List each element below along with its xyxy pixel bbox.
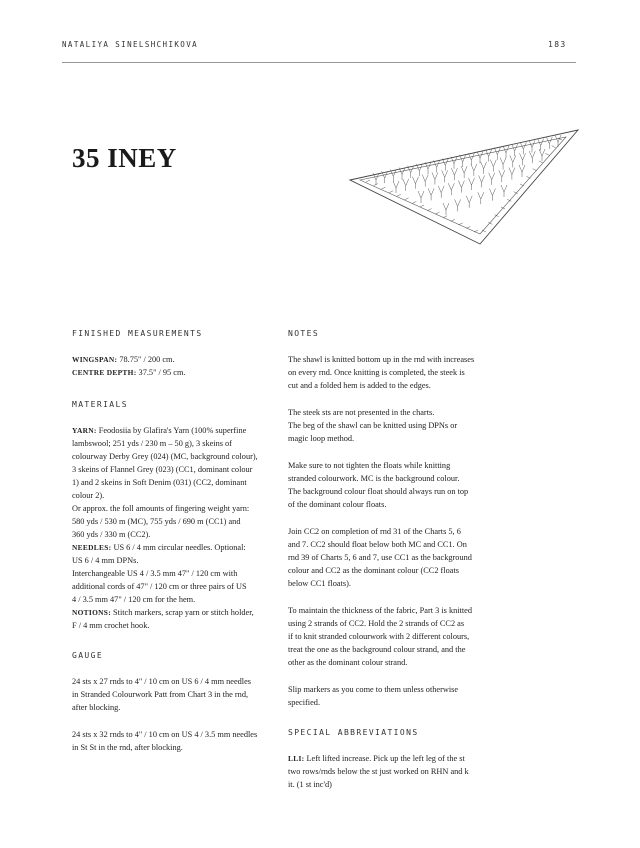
shawl-edge-stroke [381,187,385,189]
shawl-edge-stroke [397,194,401,196]
shawl-edge-stroke [459,223,463,225]
notes-line: Join CC2 on completion of rnd 31 of the Charts 5, 6 [288,527,461,536]
notes-line: The steek sts are not presented in the charts. [288,408,435,417]
needles-text: US 6 / 4 mm circular needles. Optional: [113,543,246,552]
notes-line: rnd 39 of Charts 5, 6 and 7, use CC1 as the background [288,553,472,562]
page-number: 183 [548,40,567,49]
shawl-edge-stroke [533,169,537,171]
notes-line: treat the one as the background colour strand, and the [288,645,466,654]
notes-line: of the dominant colour floats. [288,500,387,509]
gauge-heading: GAUGE [72,651,104,660]
lli-line: it. (1 st inc'd) [288,780,332,789]
notes-line: specified. [288,698,321,707]
gauge-line: in St St in the rnd, after blocking. [72,743,183,752]
shawl-motif-stroke [451,157,457,169]
shawl-edge-stroke [474,230,478,232]
lli-line-0 [288,752,510,765]
left-column [72,328,290,754]
shawl-motif-stroke [477,151,483,163]
shawl-motif-stroke [403,179,409,191]
shawl-motif-stroke [455,199,461,211]
needles-label: NEEDLES: [72,543,112,552]
lli-text: Left lifted increase. Pick up the left leg of the st [306,754,465,763]
shawl-edge-stroke [435,212,439,214]
shawl-motif-stroke [499,170,505,182]
shawl-motif-stroke [494,148,500,160]
shawl-motif-stroke [412,177,418,189]
shawl-motif-stroke [468,153,474,165]
notions-line: F / 4 mm crochet hook. [72,621,150,630]
notes-heading: NOTES [288,329,320,338]
right-column [288,328,510,791]
header-divider [62,62,576,63]
notes-line: and 7. CC2 should float below both MC and CC1. On [288,540,467,549]
notes-line: if to knit stranded colourwork with 2 different colours, [288,632,470,641]
needles-line: 4 / 3.5 mm 47" / 120 cm for the hem. [72,595,196,604]
pattern-number: 35 [72,143,100,173]
notes-line: other as the dominant colour strand. [288,658,408,667]
yarn-line: colourway Derby Grey (024) (MC, background colour), [72,452,258,461]
gauge-line: 24 sts x 27 rnds to 4" / 10 cm on US 6 / 4 mm needles [72,677,251,686]
shawl-motif-stroke [428,188,434,200]
shawl-motif-stroke [373,173,379,185]
shawl-motif-stroke [460,155,466,167]
shawl-edge-stroke [552,146,556,148]
lli-line: two rows/rnds below the st just worked on RHN and k [288,767,469,776]
notes-line: magic loop method. [288,434,355,443]
shawl-illustration [346,128,586,248]
shawl-motif-stroke [500,158,506,170]
shawl-motif-stroke [422,175,428,187]
shawl-edge-stroke [420,205,424,207]
finished-measurements-heading: FINISHED MEASUREMENTS [72,329,203,338]
wingspan-line [72,353,290,366]
shawl-motif-stroke [399,168,405,180]
shawl-edge-stroke [545,153,549,155]
shawl-motif-stroke [393,181,399,193]
shawl-edge-stroke [366,180,370,182]
notions-line-0 [72,606,290,619]
notes-line: below CC1 floats). [288,579,351,588]
shawl-motif-stroke [538,139,544,151]
shawl-edge-stroke [405,198,409,200]
shawl-motif-stroke [382,171,388,183]
yarn-line: 3 skeins of Flannel Grey (023) (CC1, dominant colour [72,465,253,474]
needles-line: US 6 / 4 mm DPNs. [72,556,139,565]
shawl-motif-stroke [519,165,525,177]
shawl-edge-stroke [374,184,378,186]
yarn-line: lambswool; 251 yds / 230 m – 50 g), 3 skeins of [72,439,232,448]
gauge-line: in Stranded Colourwork Patt from Chart 3 in the rnd, [72,690,249,699]
shawl-edge-stroke [412,201,416,203]
shawl-motif-stroke [555,135,561,147]
gauge-line: after blocking. [72,703,121,712]
shawl-motif-stroke [529,140,535,152]
wingspan-label: WINGSPAN: [72,355,118,364]
shawl-motif-stroke [418,191,424,203]
special-abbreviations-heading: SPECIAL ABBREVIATIONS [288,728,419,737]
notions-label: NOTIONS: [72,608,111,617]
shawl-motif-stroke [442,159,448,171]
shawl-motif-stroke [478,192,484,204]
notes-line: Make sure to not tighten the floats while knitting [288,461,451,470]
notes-line: cut and a folded hem is added to the edges. [288,381,431,390]
shawl-edge-stroke [526,176,530,178]
shawl-motif-stroke [443,203,449,215]
needles-line: Interchangeable US 4 / 3.5 mm 47" / 120 cm with [72,569,238,578]
shawl-edge-stroke [501,207,505,209]
shawl-motif-stroke [466,196,472,208]
shawl-motif-stroke [416,164,422,176]
shawl-motif-stroke [432,172,438,184]
shawl-motif-stroke [489,173,495,185]
shawl-motif-stroke [520,142,526,154]
shawl-motif-stroke [471,164,477,176]
shawl-motif-stroke [438,186,444,198]
shawl-motif-stroke [448,183,454,195]
pattern-title [72,143,177,174]
shawl-motif-stroke [461,166,467,178]
notions-text: Stitch markers, scrap yarn or stitch holder, [113,608,254,617]
yarn-line: colour 2). [72,491,105,500]
gauge-line: 24 sts x 32 rnds to 4" / 10 cm on US 4 / 3.5 mm needles [72,730,258,739]
shawl-motif-stroke [529,151,535,163]
shawl-motif-stroke [501,185,507,197]
shawl-edge-stroke [428,209,432,211]
pattern-name: INEY [107,143,177,173]
shawl-motif-stroke [503,146,509,158]
running-header-author: NATALIYA SINELSHCHIKOVA [62,40,199,49]
lli-label: LLI: [288,754,305,763]
shawl-motif-stroke [486,149,492,161]
shawl-motif-stroke [489,189,495,201]
shawl-edge-stroke [443,216,447,218]
notes-line: stranded colourwork. MC is the background colour. [288,474,460,483]
notes-line: The background colour float should always run on top [288,487,469,496]
centre-depth-line [72,366,290,379]
shawl-motif-stroke [490,160,496,172]
materials-heading: MATERIALS [72,400,128,409]
notes-line: colour and CC2 as the dominant colour (CC2 floats [288,566,459,575]
yarn-line: 1) and 2 skeins in Soft Denim (031) (CC2, dominant [72,478,247,487]
shawl-edge-stroke [451,219,455,221]
yarn-line-0 [72,424,290,437]
shawl-motif-stroke [539,149,545,161]
shawl-motif-stroke [520,153,526,165]
notes-line: To maintain the thickness of the fabric, Part 3 is knitted [288,606,472,615]
shawl-motif-stroke [469,178,475,190]
shawl-edge-stroke [539,161,543,163]
shawl-motif-stroke [442,170,448,182]
centre-depth-label: CENTRE DEPTH: [72,368,137,377]
notes-line: on every rnd. Once knitting is completed, the steek is [288,368,465,377]
shawl-motif-stroke [546,137,552,149]
wingspan-value: 78.75" / 200 cm. [119,355,175,364]
shawl-motif-stroke [458,181,464,193]
shawl-edge-stroke [466,226,470,228]
approx-line: 360 yds / 330 m (CC2). [72,530,151,539]
shawl-motif-stroke [509,168,515,180]
shawl-edge-stroke [389,191,393,193]
centre-depth-value: 37.5" / 95 cm. [138,368,186,377]
approx-line: 580 yds / 530 m (MC), 755 yds / 690 m (CC1) and [72,517,241,526]
notes-line: The shawl is knitted bottom up in the rnd with increases [288,355,475,364]
notes-line: using 2 strands of CC2. Hold the 2 strands of CC2 as [288,619,465,628]
yarn-text: Feodosiia by Glafira's Yarn (100% superfine [98,426,247,435]
needles-line: additional cords of 47" / 120 cm or three pairs of US [72,582,247,591]
shawl-motif-stroke [434,160,440,172]
shawl-motif-stroke [425,162,431,174]
shawl-motif-stroke [408,166,414,178]
approx-line: Or approx. the foll amounts of fingering weight yarn: [72,504,250,513]
notes-line: The beg of the shawl can be knitted using DPNs or [288,421,458,430]
notes-line: Slip markers as you come to them unless otherwise [288,685,459,694]
shawl-motif-stroke [451,168,457,180]
shawl-motif-stroke [479,175,485,187]
shawl-motif-stroke [510,155,516,167]
shawl-motif-stroke [390,169,396,181]
shawl-motif-stroke [481,162,487,174]
needles-line-0 [72,541,290,554]
yarn-label: YARN: [72,426,97,435]
shawl-motif-stroke [512,144,518,156]
